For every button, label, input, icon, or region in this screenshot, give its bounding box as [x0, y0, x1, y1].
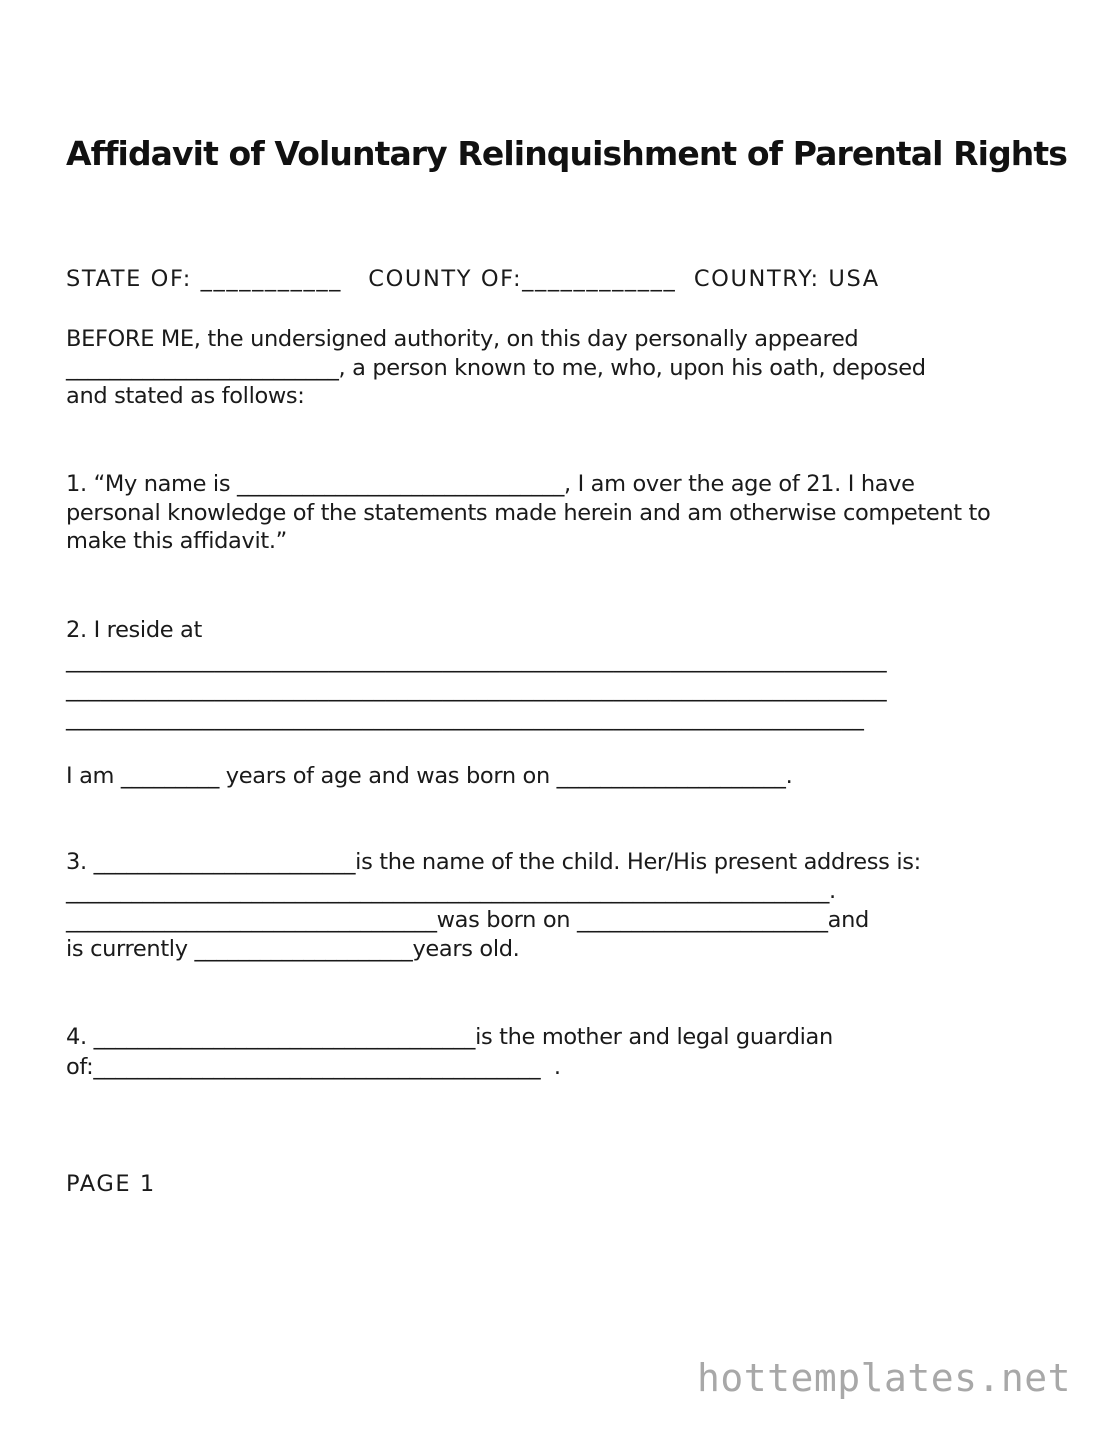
item4-line-1: 4. ___________________________________is the mother and legal guardian	[66, 1024, 833, 1050]
watermark: hottemplates.net	[696, 1356, 1071, 1400]
before-me-line-2: _________________________, a person known to me, who, upon his oath, deposed	[66, 355, 926, 381]
item2-address-line-2: ________________________________________________________________________	[66, 676, 887, 702]
jurisdiction-line: STATE OF: ___________ COUNTY OF:____________ COUNTRY: USA	[66, 266, 880, 292]
item1-line-2: personal knowledge of the statements made herein and am otherwise competent to	[66, 500, 991, 526]
item1-line-1: 1. “My name is ______________________________, I am over the age of 21. I have	[66, 471, 915, 497]
item3-line-3: __________________________________was born on _______________________and	[66, 907, 869, 933]
item2-address-line-3: ______________________________________________________________________	[66, 705, 864, 731]
item3-line-2: ______________________________________________________________________.	[66, 878, 836, 904]
before-me-line-1: BEFORE ME, the undersigned authority, on this day personally appeared	[66, 326, 859, 352]
page-number: PAGE 1	[66, 1171, 156, 1197]
item2-line-1: 2. I reside at	[66, 617, 202, 643]
before-me-line-3: and stated as follows:	[66, 383, 305, 409]
item3-line-1: 3. ________________________is the name of the child. Her/His present address is:	[66, 849, 921, 875]
item4-line-2: of:_________________________________________ .	[66, 1054, 561, 1080]
item2-age-line: I am _________ years of age and was born on _____________________.	[66, 763, 793, 789]
item3-line-4: is currently ____________________years old.	[66, 936, 520, 962]
document-title: Affidavit of Voluntary Relinquishment of Parental Rights	[66, 134, 1068, 173]
item1-line-3: make this affidavit.”	[66, 528, 287, 554]
item2-address-line-1: ________________________________________________________________________	[66, 647, 887, 673]
